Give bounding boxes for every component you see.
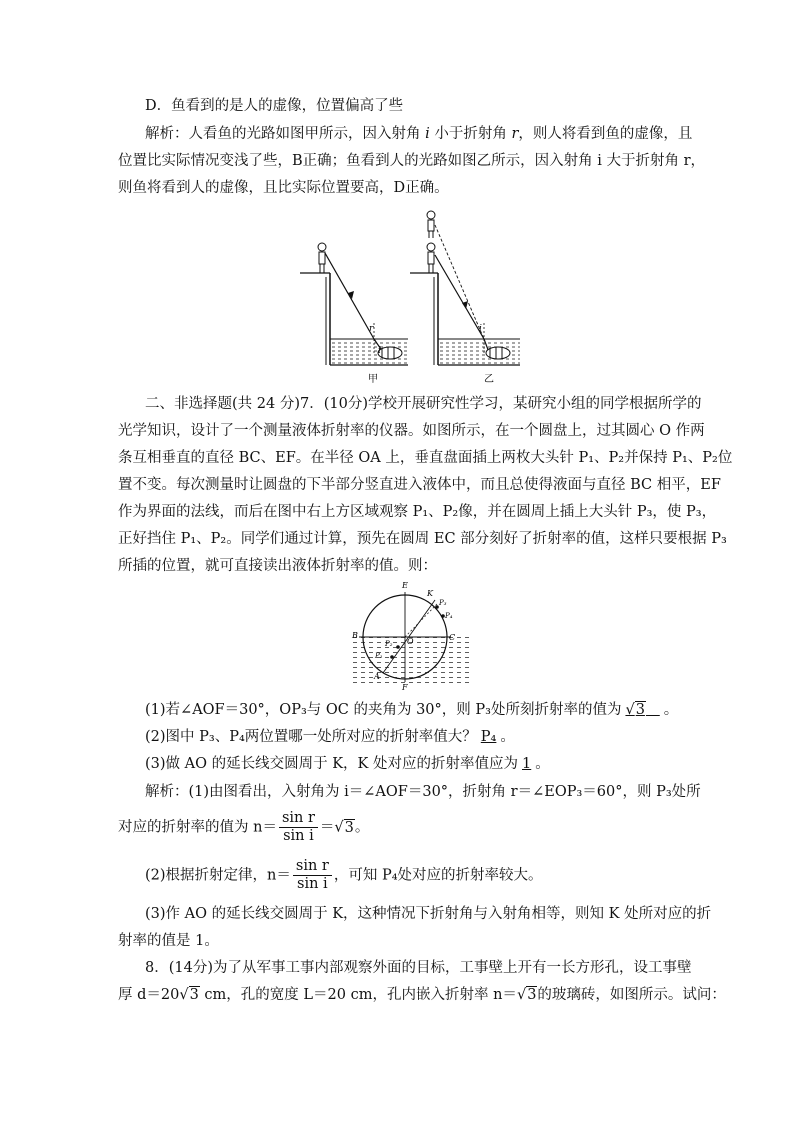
label-A: A: [374, 672, 380, 681]
label-jia: 甲: [368, 374, 378, 385]
fraction-sin: $\frac{\text{sin r}}{\text{sin i}}$: [293, 858, 332, 893]
label-P3: P₃: [439, 599, 447, 607]
q7-line-2: 光学知识，设计了一个测量液体折射率的仪器。如图所示，在一个圆盘上，过其圆心 O 作两: [118, 423, 705, 439]
figure-refraction-jia-yi: [290, 205, 530, 385]
option-d: D．鱼看到的是人的虚像，位置偏高了些: [145, 98, 404, 114]
label-P2: P₂: [385, 640, 393, 648]
analysis-line-2: 位置比实际情况变浅了些，B正确；鱼看到人的光路如图乙所示，因入射角 i 大于折射角 r，: [118, 153, 706, 169]
q7-line-3: 条互相垂直的直径 BC、EF。在半径 OA 上，垂直盘面插上两枚大头针 P₁、P₂并保持 P₁、P₂位: [118, 450, 733, 466]
sub-question-2: (2)图中 P₃、P₄两位置哪一处所对应的折射率值大？ P₄ 。: [145, 729, 515, 745]
label-E: E: [402, 581, 408, 590]
solution-1-line-1: 解析：(1)由图看出，入射角为 i＝∠AOF＝30°，折射角 r＝∠EOP₃＝60°，则 P₃处所: [145, 784, 701, 800]
q7-line-6: 正好挡住 P₁、P₂。同学们通过计算，预先在圆周 EC 部分刻好了折射率的值，这样只要根据 P₃: [118, 531, 727, 547]
label-O: O: [407, 637, 414, 646]
label-P1: P₁: [375, 652, 383, 660]
q8-line-2: 厚 d＝20√3 cm，孔的宽度 L＝20 cm，孔内嵌入折射率 n＝√3的玻璃砖，如图所示。试问：: [118, 987, 726, 1003]
analysis-line-3: 则鱼将看到人的虚像，且比实际位置要高，D正确。: [118, 180, 449, 196]
label-yi: 乙: [484, 374, 494, 385]
figure-jia: [300, 243, 408, 385]
q7-line-1: 二、非选择题(共 24 分)7．(10分)学校开展研究性学习，某研究小组的同学根据所学的: [145, 396, 702, 412]
figure-refractometer-disk: [345, 580, 475, 692]
solution-1-line-2: 对应的折射率的值为 n＝ $\frac{\text{sin r}}{\text{sin i}}$ ＝√3。: [118, 810, 370, 844]
label-i-jia: i: [378, 346, 381, 356]
q7-line-4: 置不变。每次测量时让圆盘的下半部分竖直进入液体中，而且总使得液面与直径 BC 相平，EF: [118, 477, 721, 493]
label-K: K: [427, 589, 433, 598]
sub-question-3: (3)做 AO 的延长线交圆周于 K，K 处对应的折射率值应为 1 。: [145, 756, 550, 772]
solution-3-line-1: (3)作 AO 的延长线交圆周于 K，这种情况下折射角与入射角相等，则知 K 处所对应的折: [145, 906, 712, 922]
analysis-line-1: 解析：人看鱼的光路如图甲所示，因入射角 i 小于折射角 r，则人将看到鱼的虚像，且: [145, 126, 693, 142]
sub-question-1: (1)若∠AOF＝30°，OP₃与 OC 的夹角为 30°，则 P₃处所刻折射率的值为 √3 。: [145, 702, 679, 718]
label-F: F: [402, 683, 408, 692]
label-B: B: [352, 631, 358, 640]
q7-line-5: 作为界面的法线，而后在图中右上方区域观察 P₁、P₂像，并在圆周上插上大头针 P₃，使 P₃，: [118, 504, 717, 520]
q7-line-7: 所插的位置，就可直接读出液体折射率的值。则：: [118, 558, 437, 574]
fraction-sin: $\frac{\text{sin r}}{\text{sin i}}$: [279, 810, 318, 845]
q8-line-1: 8．(14分)为了从军事工事内部观察外面的目标，工事壁上开有一长方形孔，设工事壁: [145, 960, 692, 976]
solution-2: (2)根据折射定律，n＝ $\frac{\text{sin r}}{\text{sin i}}$ ，可知 P₄处对应的折射率较大。: [145, 858, 543, 892]
label-P4: P₄: [445, 612, 453, 620]
label-i-yi: i: [479, 324, 482, 334]
solution-3-line-2: 射率的值是 1。: [118, 933, 219, 949]
label-C: C: [449, 633, 456, 642]
label-r-jia: r: [369, 324, 374, 334]
figure-yi: [410, 211, 520, 385]
